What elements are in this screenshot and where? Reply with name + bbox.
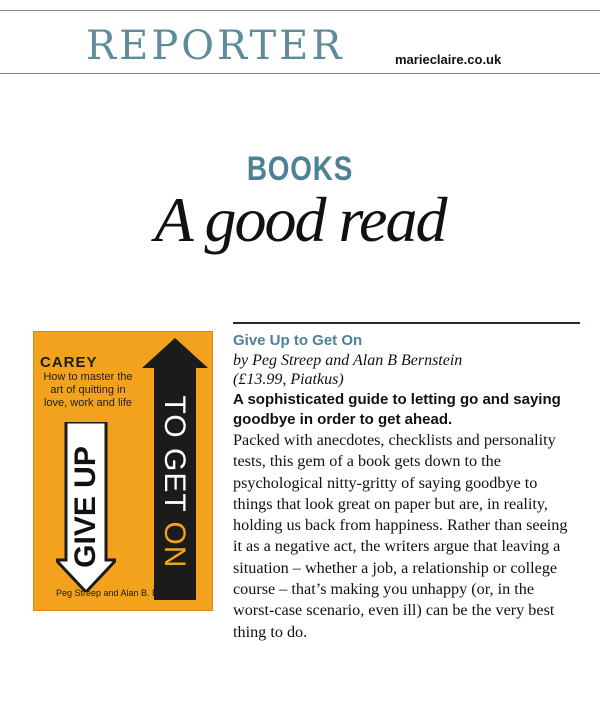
masthead: REPORTER: [86, 23, 345, 69]
review-body: Packed with anecdotes, checklists and personality tests, this gem of a book gets down to the psychological nitty-gritty of saying goodbye to things that look great on paper but are, in reality, holding us back from happiness. Rather than seeing it as a negative act, the writers argue that leaving a situation – whether a job, a relationship or college course – that’s making you unhappy (or, in the worst-case scenario, even ill) can be the very best thing to do.: [233, 431, 568, 641]
page-headline: A good read: [154, 184, 446, 255]
review-lead: A sophisticated guide to letting go and saying goodbye in order to get ahead.: [233, 391, 561, 428]
cover-title-give-up: GIVE UP: [69, 446, 102, 568]
site-url: marieclaire.co.uk: [395, 52, 502, 67]
book-price: (£13.99, Piatkus): [233, 371, 344, 388]
book-title: Give Up to Get On: [233, 332, 363, 349]
section-label: BOOKS: [246, 150, 354, 188]
book-cover: [34, 332, 212, 610]
cover-author: CAREY: [40, 354, 98, 371]
book-byline: by Peg Streep and Alan B Bernstein: [233, 352, 463, 369]
cover-title-on: ON: [158, 521, 191, 569]
cover-title-to-get-on: [157, 396, 191, 569]
book-review: [233, 322, 573, 643]
top-rule: [0, 10, 600, 11]
cover-title-to-get: TO GET: [158, 395, 191, 522]
cover-tagline: How to master the art of quitting in love, work and life: [43, 371, 133, 409]
masthead-rule: [0, 73, 600, 74]
cover-authors: Peg Streep and Alan B. Bernstein: [55, 588, 191, 598]
